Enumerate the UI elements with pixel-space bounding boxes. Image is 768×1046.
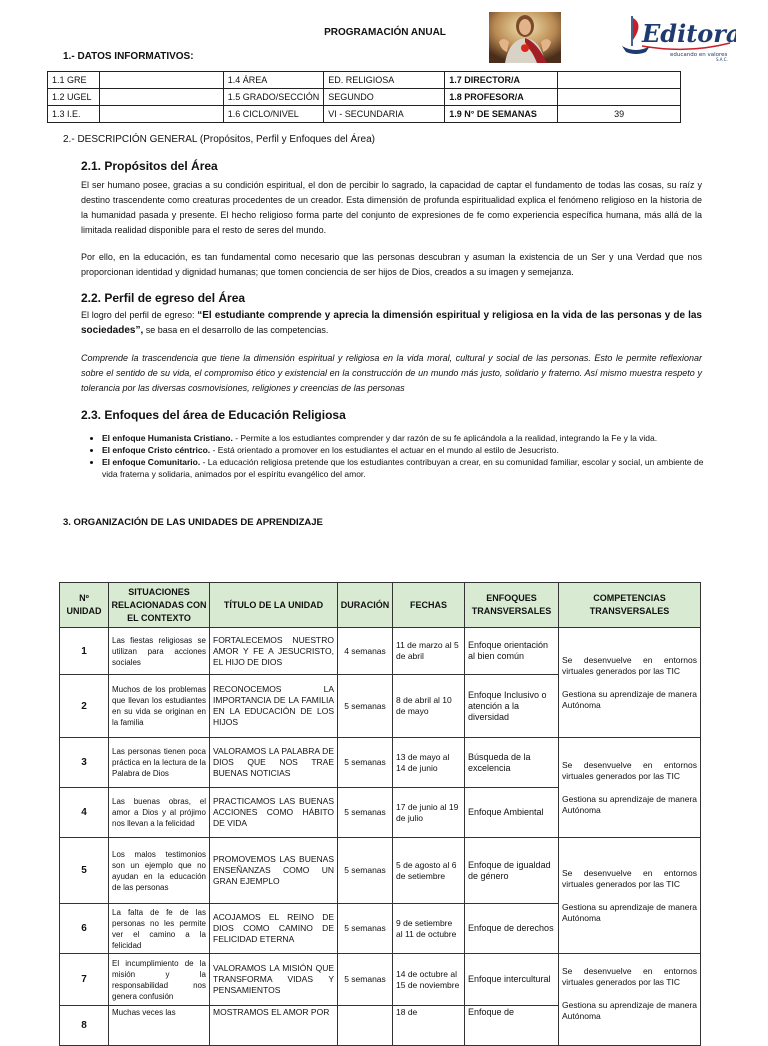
unit-duration: 5 semanas [338, 954, 393, 1006]
unit-dates: 18 de [393, 1006, 465, 1046]
unit-number: 6 [60, 904, 109, 954]
info-label: 1.7 DIRECTOR/A [445, 72, 558, 89]
approach-text: - Permite a los estudiantes comprender y dar razón de su fe aplicándola a la realidad, integrando la Fe y la vida. [232, 433, 658, 443]
unit-duration: 4 semanas [338, 628, 393, 675]
unit-situation: Las personas tienen poca práctica en la lectura de la Palabra de Dios [109, 738, 210, 788]
approach-item [102, 444, 717, 456]
competency-tic: Se desenvuelve en entornos virtuales generados por las TIC [562, 966, 697, 987]
competency-autonomous: Gestiona su aprendizaje de manera Autónoma [562, 688, 697, 710]
subsection-2-3-title: 2.3. Enfoques del área de Educación Religiosa [81, 408, 346, 422]
units-header-row [60, 583, 701, 628]
unit-title: PROMOVEMOS LAS BUENAS ENSEÑANZAS COMO UN GRAN EJEMPLO [210, 838, 338, 904]
logo-suffix: S.A.C. [716, 57, 728, 62]
profile-italic-paragraph: Comprende la trascendencia que tiene la dimensión espiritual y religiosa en la vida moral, cultural y social de las personas. Esto le permite reflexionar sobre el sentido de su vida, el compromiso ético y existencial en la construcción de un mundo más justo, solidario y fraterno. Así mismo muestra respeto y tolerancia por las diversas cosmovisiones, religiones y creencias de las personas [81, 353, 702, 393]
unit-approach: Enfoque de [465, 1006, 559, 1046]
profile-lead: El logro del perfil de egreso: [81, 310, 198, 320]
unit-duration: 5 semanas [338, 675, 393, 738]
unit-number: 8 [60, 1006, 109, 1046]
info-value [558, 89, 681, 106]
subsection-2-2-title: 2.2. Perfil de egreso del Área [81, 291, 246, 305]
unit-number: 3 [60, 738, 109, 788]
unit-number: 2 [60, 675, 109, 738]
info-label: 1.9 N° DE SEMANAS [445, 106, 558, 123]
competency-tic: Se desenvuelve en entornos virtuales generados por las TIC [562, 867, 697, 889]
logo-tagline: educando en valores [670, 52, 728, 58]
unit-title: RECONOCEMOS LA IMPORTANCIA DE LA FAMILIA EN LA EDUCACIÓN DE LOS HIJOS [210, 675, 338, 738]
column-header: SITUACIONES RELACIONADAS CON EL CONTEXTO [109, 583, 210, 628]
info-value [99, 72, 223, 89]
logo-wordmark: Editora [642, 19, 736, 48]
info-label: 1.1 GRE [48, 72, 100, 89]
unit-dates: 14 de octubre al 15 de noviembre [393, 954, 465, 1006]
column-header: FECHAS [393, 583, 465, 628]
approach-name: El enfoque Cristo céntrico. [102, 445, 211, 455]
column-header: TÍTULO DE LA UNIDAD [210, 583, 338, 628]
table-row [60, 954, 701, 1006]
unit-approach: Enfoque Inclusivo o atención a la diversidad [465, 675, 559, 738]
competency-tic: Se desenvuelve en entornos virtuales generados por las TIC [562, 654, 697, 676]
competency-autonomous: Gestiona su aprendizaje de manera Autónoma [562, 901, 697, 923]
unit-approach: Enfoque de derechos [465, 904, 559, 954]
unit-dates: 17 de junio al 19 de julio [393, 788, 465, 838]
approach-item [102, 432, 717, 444]
unit-duration: 5 semanas [338, 738, 393, 788]
unit-title: FORTALECEMOS NUESTRO AMOR Y FE A JESUCRISTO, EL HIJO DE DIOS [210, 628, 338, 675]
units-table [59, 582, 701, 1046]
sacred-heart-image [489, 12, 561, 63]
purpose-paragraph-1: El ser humano posee, gracias a su condición espiritual, el don de percibir lo sagrado, la capacidad de captar el fundamento de todas las cosas, su raíz y destino trascendente como creaturas procedentes de un creador. Esta dimensión de profunda espiritualidad explica el fenómeno religioso en la historia de la humanidad pasada y presente. El hecho religioso forma parte del conjunto de expresiones de fe como experiencia específica humana, más allá de la limitada realidad disponible para el resto de seres del mundo. [81, 180, 702, 235]
unit-approach: Enfoque de igualdad de género [465, 838, 559, 904]
unit-situation: La falta de fe de las personas no les permite ver el camino a la felicidad [109, 904, 210, 954]
profile-paragraph [81, 308, 702, 338]
profile-quote: “El estudiante comprende y aprecia la dimensión espiritual y religiosa en la vida de las personas y de las sociedades”, [81, 310, 702, 336]
approach-name: El enfoque Comunitario. [102, 457, 201, 467]
table-row [60, 738, 701, 788]
document-title: PROGRAMACIÓN ANUAL [324, 27, 446, 38]
info-label: 1.5 GRADO/SECCIÓN [223, 89, 324, 106]
table-row [60, 628, 701, 675]
unit-title: ACOJAMOS EL REINO DE DIOS COMO CAMINO DE FELICIDAD ETERNA [210, 904, 338, 954]
section3-heading: 3. ORGANIZACIÓN DE LAS UNIDADES DE APRENDIZAJE [63, 517, 323, 528]
info-value [99, 89, 223, 106]
unit-situation: Muchos de los problemas que llevan los estudiantes en su vida se originan en la familia [109, 675, 210, 738]
section2-heading: 2.- DESCRIPCIÓN GENERAL (Propósitos, Perfil y Enfoques del Área) [63, 134, 375, 145]
info-row [48, 72, 681, 89]
info-value: 39 [558, 106, 681, 123]
info-row [48, 106, 681, 123]
column-header: ENFOQUES TRANSVERSALES [465, 583, 559, 628]
competency-tic: Se desenvuelve en entornos virtuales generados por las TIC [562, 759, 697, 781]
approach-text: - La educación religiosa pretende que los estudiantes contribuyan a crear, en su comunidad familiar, escolar y social, un ambiente de vida fraterna y solidaria, animados por el espíritu evangélico del amor. [102, 457, 704, 479]
unit-approach: Búsqueda de la excelencia [465, 738, 559, 788]
info-value: VI - SECUNDARIA [324, 106, 445, 123]
unit-situation: El incumplimiento de la misión y la responsabilidad nos genera confusión [109, 954, 210, 1006]
unit-number: 1 [60, 628, 109, 675]
purpose-paragraph-2: Por ello, en la educación, es tan fundamental como necesario que las personas descubran y asuman la existencia de un Ser y una Verdad que nos proporcionan identidad y dignidad humanas; que tomen conciencia de ser hijos de Dios, creados a su imagen y semejanza. [81, 252, 702, 277]
editora-logo [618, 10, 736, 62]
info-row [48, 89, 681, 106]
unit-title: PRACTICAMOS LAS BUENAS ACCIONES COMO HÁBITO DE VIDA [210, 788, 338, 838]
approaches-list [88, 432, 717, 480]
competency-autonomous: Gestiona su aprendizaje de manera Autónoma [562, 793, 697, 815]
unit-duration: 5 semanas [338, 838, 393, 904]
unit-approach: Enfoque orientación al bien común [465, 628, 559, 675]
info-label: 1.3 I.E. [48, 106, 100, 123]
info-label: 1.2 UGEL [48, 89, 100, 106]
unit-number: 4 [60, 788, 109, 838]
unit-competencies [559, 628, 701, 738]
unit-situation: Muchas veces las [109, 1006, 210, 1046]
subsection-2-1-title: 2.1. Propósitos del Área [81, 159, 218, 173]
unit-approach: Enfoque intercultural [465, 954, 559, 1006]
unit-situation: Las fiestas religiosas se utilizan para acciones sociales [109, 628, 210, 675]
column-header: DURACIÓN [338, 583, 393, 628]
unit-dates: 5 de agosto al 6 de setiembre [393, 838, 465, 904]
info-label: 1.8 PROFESOR/A [445, 89, 558, 106]
unit-situation: Las buenas obras, el amor a Dios y al prójimo nos llevan a la felicidad [109, 788, 210, 838]
unit-number: 5 [60, 838, 109, 904]
info-label: 1.6 CICLO/NIVEL [223, 106, 324, 123]
unit-dates: 9 de setiembre al 11 de octubre [393, 904, 465, 954]
approach-item [102, 456, 717, 480]
unit-title: VALORAMOS LA MISIÓN QUE TRANSFORMA VIDAS Y PENSAMIENTOS [210, 954, 338, 1006]
unit-competencies [559, 838, 701, 954]
unit-title: MOSTRAMOS EL AMOR POR [210, 1006, 338, 1046]
unit-dates: 13 de mayo al 14 de junio [393, 738, 465, 788]
info-table [47, 71, 681, 123]
unit-competencies [559, 954, 701, 1046]
unit-duration: 5 semanas [338, 904, 393, 954]
unit-duration [338, 1006, 393, 1046]
info-label: 1.4 ÁREA [223, 72, 324, 89]
table-row [60, 838, 701, 904]
info-value [558, 72, 681, 89]
column-header: Nº UNIDAD [60, 583, 109, 628]
unit-competencies [559, 738, 701, 838]
info-value: SEGUNDO [324, 89, 445, 106]
unit-number: 7 [60, 954, 109, 1006]
unit-approach: Enfoque Ambiental [465, 788, 559, 838]
approach-name: El enfoque Humanista Cristiano. [102, 433, 233, 443]
section1-heading: 1.- DATOS INFORMATIVOS: [63, 51, 194, 62]
profile-tail: se basa en el desarrollo de las competencias. [143, 325, 329, 335]
approach-text: - Está orientado a promover en los estudiantes el actuar en el mundo al estilo de Jesucristo. [210, 445, 559, 455]
info-value: ED. RELIGIOSA [324, 72, 445, 89]
column-header: COMPETENCIAS TRANSVERSALES [559, 583, 701, 628]
info-value [99, 106, 223, 123]
unit-dates: 11 de marzo al 5 de abril [393, 628, 465, 675]
unit-situation: Los malos testimonios son un ejemplo que no ayudan en la educación de las personas [109, 838, 210, 904]
unit-title: VALORAMOS LA PALABRA DE DIOS QUE NOS TRAE BUENAS NOTICIAS [210, 738, 338, 788]
unit-dates: 8 de abril al 10 de mayo [393, 675, 465, 738]
competency-autonomous: Gestiona su aprendizaje de manera Autónoma [562, 1000, 697, 1021]
unit-duration: 5 semanas [338, 788, 393, 838]
